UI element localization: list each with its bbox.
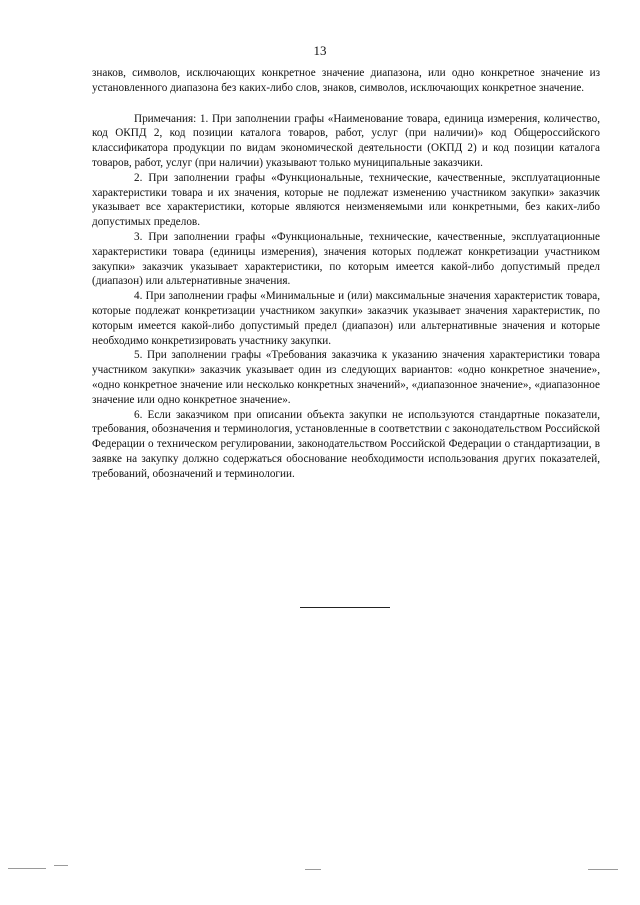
scan-artifacts [0,862,640,874]
intro-paragraph: знаков, символов, исключающих конкретное значение диапазона, или одно конкретное значение из установленного диапазона без каких-либо слов, знаков, символов, исключающих конкретное значение. [92,67,600,94]
note-6-paragraph: 6. Если заказчиком при описании объекта закупки не используются стандартные показатели, требования, обозначения и терминология, установленные в соответствии с законодательством Российской Федерации о техническом регулировании, законодательством Российской Федерации о стандартизации, в заявке на закупку должно содержаться обоснование необходимости использования других показателей, требований, обозначений и терминологии. [92,408,600,480]
end-separator-line [300,607,390,608]
note-3-paragraph: 3. При заполнении графы «Функциональные, технические, качественные, эксплуатационные характеристики товара (единицы измерения), значения которых подлежат конкретизации участником закупки» заказчик указывает характеристики, по которым имеется какой-либо допустимый предел (диапазон) или альтернативные значения. [92,230,600,288]
note-4-paragraph: 4. При заполнении графы «Минимальные и (или) максимальные значения характеристик товара, которые подлежат конкретизации участником закупки» заказчик указывает значения характеристик, по которым имеется какой-либо допустимый предел (диапазон) или альтернативные значения и которые необходимо конкретизировать участнику закупки. [92,290,600,347]
note-1-paragraph: Примечания: 1. При заполнении графы «Наименование товара, единица измерения, количество, код ОКПД 2, код позиции каталога товаров, работ, услуг (при наличии)» код Общероссийского классификатора продукции по видам экономической деятельности (ОКПД 2) и код позиции каталога товаров, работ, услуг (при наличии) указывают только муниципальные заказчики. [92,112,600,169]
page-number: 13 [313,43,327,58]
note-5-paragraph: 5. При заполнении графы «Требования заказчика к указанию значения характеристики товара участником закупки» заказчик указывает один из следующих вариантов: «одно конкретное значение», «одно конкретное значение или несколько конкретных значений», «диапазонное значение», «диапазонное значение или одно конкретное значение». [92,349,600,406]
document-body [92,66,600,482]
note-2-paragraph: 2. При заполнении графы «Функциональные, технические, качественные, эксплуатационные характеристики товара и их значения, которые не подлежат изменению участником закупки» заказчик указывает все характеристики, которые являются неизменяемыми или конкретными, без каких-либо допустимых пределов. [92,171,600,229]
paragraph-gap [92,96,600,112]
